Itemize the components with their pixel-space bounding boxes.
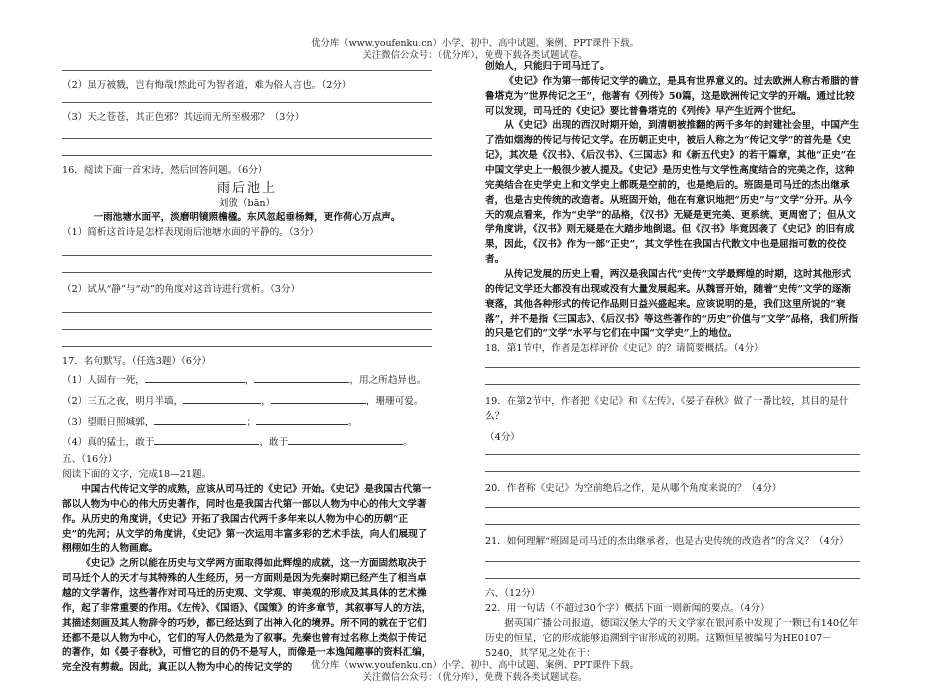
answer-line	[62, 346, 432, 347]
poem-author: 刘攽（bān）	[218, 197, 276, 209]
fill-blank[interactable]	[256, 414, 348, 425]
header-line-2: 关注微信公众号：（优分库），免费下载各类试题试卷。	[362, 50, 588, 61]
question-15-2: （2）虽万被戮，岂有悔哉!然此可为智者道，难为俗人言也。（2分）	[62, 80, 352, 91]
passage-paragraph-2-end: 创始人，只能归于司马迁了。	[485, 61, 610, 72]
question-21: 21．如何理解“班固是司马迁的杰出继承者，也是古史传统的改造者”的含义？（4分）	[485, 535, 849, 547]
fill-blank[interactable]	[145, 372, 245, 383]
footer-line-2: 关注微信公众号：（优分库），免费下载各类试题试卷。	[362, 672, 588, 683]
question-15-3: （3）天之苍苍，其正色邪？其远而无所至极邪？（3分）	[62, 111, 305, 123]
footer-line-1: 优分库（www.youfenku.cn）小学、初中、高中试题、案例、PPT课件下载。	[311, 660, 639, 671]
section-6-heading: 六、（12分）	[485, 588, 541, 600]
blank-prefix: （1）人固有一死，	[62, 374, 145, 386]
fill-blank[interactable]	[271, 393, 366, 404]
blank-prefix: （2）三五之夜，明月半墙，	[62, 395, 184, 407]
blank-suffix: 。	[348, 416, 358, 428]
answer-line	[485, 454, 860, 455]
question-16-intro: 16．阅读下面一首宋诗，然后回答问题。（6分）	[62, 164, 268, 176]
question-20: 20．作者称《史记》为空前绝后之作，是从哪个角度来说的？（4分）	[485, 482, 782, 494]
question-17-4	[62, 434, 432, 451]
answer-line	[62, 70, 432, 71]
question-18: 18．第1节中，作者是怎样评价《史记》的？请简要概括。（4分）	[485, 343, 764, 355]
section-5-heading: 五、（16分）	[62, 454, 118, 466]
question-19: 19．在第2节中，作者把《史记》和《左传》、《晏子春秋》做了一番比较，其目的是什么？	[485, 396, 849, 423]
header-line-1: 优分库（www.youfenku.cn）小学、初中、高中试题、案例、PPT课件下载。	[311, 38, 639, 49]
poem-title: 雨后池上	[216, 180, 277, 196]
passage-paragraph-2: 《史记》之所以能在历史与文学两方面取得如此辉煌的成就，这一方面固然取决于司马迁个人的天才与其特殊的人生经历，另一方面则是因为先秦时期已经产生了相当卓越的文学著作，这些著作对司马迁的历史观、文学观、审美观的形成及其具体的艺术操作，起了非常重要的作用。《左传》、《国语》、《国策》的许多章节，其叙事写人的方法，其描述刻画及其人物辞令的巧妙，都已经达到了出神入化的境界。所不同的就在于它们还都不是以人物为中心，它们的写人仍然是为了叙事。先秦也曾有过名称上类似于传记的著作，如《晏子春秋》，可惜它的目的仍不是写人，而像是一本逸闻趣事的资料汇编，完全没有剪裁。因此，真正以人物为中心的传记文学的	[62, 558, 432, 674]
answer-line	[62, 138, 432, 139]
question-16-1: （1）简析这首诗是怎样表现雨后池塘水面的平静的。（3分）	[62, 227, 319, 239]
answer-line	[62, 155, 432, 156]
blank-suffix: ，用之所趋异也。	[349, 374, 427, 386]
answer-line	[62, 255, 432, 256]
blank-sep: ，	[261, 395, 271, 407]
fill-blank[interactable]	[183, 393, 261, 404]
answer-line	[485, 578, 860, 579]
answer-line	[62, 312, 432, 313]
question-17-3	[62, 414, 432, 431]
answer-line	[62, 102, 432, 103]
question-19-score: （4分）	[485, 431, 520, 443]
blank-sep: ；	[246, 416, 257, 428]
question-17-intro: 17．名句默写。（任选3题）（6分）	[62, 356, 212, 368]
fill-blank[interactable]	[154, 414, 246, 425]
answer-line	[485, 367, 860, 368]
fill-blank[interactable]	[288, 434, 403, 445]
fill-blank[interactable]	[254, 372, 349, 383]
passage-paragraph-4: 从《史记》出现的西汉时期开始，到清朝被推翻的两千多年的封建社会里，中国产生了浩如烟海的传记与传记文学。在历朝正史中，被后人称之为“传记文学”的首先是《史记》，其次是《汉书》、《后汉书》、《三国志》和《新五代史》的若干篇章，其他“正史”在中国文学史上一般很少被人提及。《史记》是历史性与文学性高度结合的完美之作，这种完美结合在史学史上和文学史上都既是空前的，也是绝后的。班固是司马迁的杰出继承者，也是古史传统的改造者。从班固开始，他在有意识地把“历史”与“文学”分开。从今天的观点看来，作为“史学”的品格，《汉书》无疑是更完美、更系统、更周密了；但从文学角度讲，《汉书》则无疑是在大踏步地倒退。但《汉书》毕竟因袭了《史记》的旧有成果，因此，《汉书》作为一部“正史”，其文学性在我国古代散文中也是屈指可数的佼佼者。	[485, 120, 860, 266]
answer-line	[62, 272, 432, 273]
answer-line	[485, 524, 860, 525]
blank-suffix: ，珊珊可爱。	[365, 395, 424, 407]
poem-text: 一雨池塘水面平，淡磨明镜照檐楹。东风忽起垂杨舞，更作荷心万点声。	[93, 212, 401, 224]
question-17-1	[62, 372, 432, 389]
passage-paragraph-5: 从传记发展的历史上看，两汉是我国古代“史传”文学最辉煌的时期，这时其他形式的传记文学还大都没有出现或没有大量发展起来。从魏晋开始，随着“史传”文学的逐渐衰落，其他各种形式的传记作品则日益兴盛起来。应该说明的是，我们这里所说的“衰落”，并不是指《三国志》、《后汉书》等这些著作的“历史”价值与“文学”品格，我们所指的只是它们的“文学”水平与它们在中国“文学史”上的地位。	[485, 269, 858, 340]
blank-prefix: （3）望眼日照城郭，	[62, 416, 155, 428]
right-column	[485, 58, 860, 662]
passage-paragraph-3: 《史记》作为第一部传记文学的确立，是具有世界意义的。过去欧洲人称古希腊的普鲁塔克为“世界传记之王”，他著有《列传》50篇，这是欧洲传记文学的开端。通过比较可以发现，司马迁的《史记》要比普鲁塔克的《列传》早产生近两个世纪。	[485, 75, 860, 117]
answer-line	[485, 384, 860, 385]
fill-blank[interactable]	[154, 434, 259, 445]
blank-prefix: （4）真的猛士，敢于	[62, 437, 155, 449]
question-17-2	[62, 393, 432, 410]
page-footer	[0, 660, 950, 684]
answer-line	[62, 329, 432, 330]
blank-suffix: 。	[403, 437, 413, 449]
question-16-2: （2）试从“静”与“动”的角度对这首诗进行赏析。（3分）	[62, 284, 301, 296]
news-text: 据英国广播公司报道，德国汉堡大学的天文学家在银河系中发现了一颗已有140亿年历史的恒星，它的形成能够追溯到宇宙形成的初期。这颗恒星被编号为HE0107－5240，其罕见之处在于：	[485, 618, 859, 659]
section-5-intro: 阅读下面的文字，完成18—21题。	[62, 469, 212, 481]
blank-sep: ，	[244, 374, 255, 386]
answer-line	[485, 507, 860, 508]
blank-sep: ，敢于	[259, 437, 289, 449]
answer-line	[485, 471, 860, 472]
question-22: 22．用一句话（不超过30个字）概括下面一则新闻的要点。（4分）	[485, 603, 770, 615]
left-column	[62, 58, 432, 676]
passage-paragraph-1: 中国古代传记文学的成熟，应该从司马迁的《史记》开始。《史记》是我国古代第一部以人物为中心的伟大历史著作，同时也是我国古代第一部以人物为中心的伟大文学著作。从历史的角度讲，《史记》开拓了我国古代两千多年来以人物为中心的历朝“正史”的先河；从文学的角度讲，《史记》第一次运用丰富多彩的艺术手法，向人们展现了栩栩如生的人物画廊。	[62, 484, 432, 555]
answer-line	[485, 561, 860, 562]
